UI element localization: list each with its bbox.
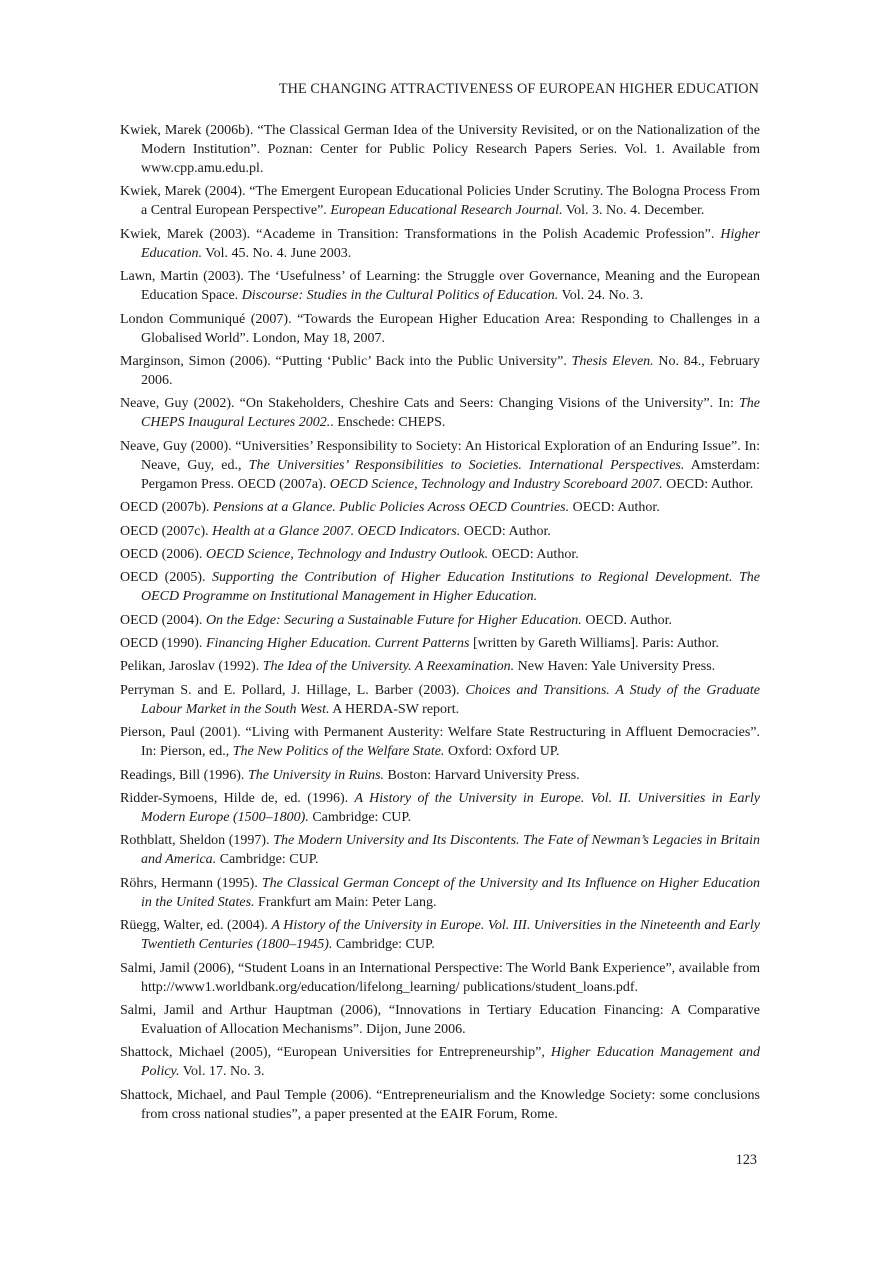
reference-item: Salmi, Jamil and Arthur Hauptman (2006), “Innovations in Tertiary Education Financing: A Comparative Evaluation of Allocation Mechanisms”. Dijon, June 2006. <box>120 1002 760 1037</box>
reference-item: OECD (2007b). Pensions at a Glance. Public Policies Across OECD Countries. OECD: Author. <box>120 500 660 516</box>
reference-item: Perryman S. and E. Pollard, J. Hillage, L. Barber (2003). Choices and Transitions. A Study of the Graduate Labour Market in the South West. A HERDA-SW report. <box>120 682 760 717</box>
reference-item: Rüegg, Walter, ed. (2004). A History of the University in Europe. Vol. III. Universities in the Nineteenth and Early Twentieth Centuries (1800–1945). Cambridge: CUP. <box>120 918 760 953</box>
reference-item: OECD (1990). Financing Higher Education. Current Patterns [written by Gareth Williams]. Paris: Author. <box>120 636 720 652</box>
reference-item: Lawn, Martin (2003). The ‘Usefulness’ of Learning: the Struggle over Governance, Meaning and the European Education Space. Discourse: Studies in the Cultural Politics of Education. Vol. 24. No. 3. <box>120 269 760 304</box>
reference-item: Rothblatt, Sheldon (1997). The Modern University and Its Discontents. The Fate of Newman’s Legacies in Britain and America. Cambridge: CUP. <box>120 833 761 868</box>
reference-item: Kwiek, Marek (2006b). “The Classical German Idea of the University Revisited, or on the Nationalization of the Modern Institution”. Poznan: Center for Public Policy Research Papers Series. Vol. 1. Available from www.cpp.amu.edu.pl. <box>120 123 760 176</box>
reference-item: Kwiek, Marek (2004). “The Emergent European Educational Policies Under Scrutiny. The Bologna Process From a Central European Perspective”. European Educational Research Journal. Vol. 3. No. 4. December. <box>120 184 760 219</box>
reference-item: Pelikan, Jaroslav (1992). The Idea of the University. A Reexamination. New Haven: Yale University Press. <box>120 659 716 675</box>
running-title: THE CHANGING ATTRACTIVENESS OF EUROPEAN HIGHER EDUCATION <box>278 81 759 97</box>
reference-item: Shattock, Michael (2005), “European Universities for Entrepreneurship”, Higher Education Management and Policy. Vol. 17. No. 3. <box>120 1045 760 1080</box>
reference-item: Ridder-Symoens, Hilde de, ed. (1996). A History of the University in Europe. Vol. II. Universities in Early Modern Europe (1500–1800). Cambridge: CUP. <box>120 791 760 826</box>
reference-item: Salmi, Jamil (2006), “Student Loans in an International Perspective: The World Bank Experience”, available from http://www1.worldbank.org/education/lifelong_learning/ publications/student_loans.pdf. <box>120 960 760 995</box>
reference-item: Kwiek, Marek (2003). “Academe in Transition: Transformations in the Polish Academic Profession”. Higher Education. Vol. 45. No. 4. June 2003. <box>120 226 760 261</box>
page-number: 123 <box>735 1152 757 1168</box>
reference-item: OECD (2006). OECD Science, Technology and Industry Outlook. OECD: Author. <box>120 546 579 562</box>
reference-item: Neave, Guy (2000). “Universities’ Responsibility to Society: An Historical Exploration of an Enduring Issue”. In: Neave, Guy, ed., The Universities’ Responsibilities to Societies. International Perspectives. Amsterdam: Pergamon Press. OECD (2007a). OECD Science, Technology and Industry Scoreboard 2007. OECD: Author. <box>120 438 760 492</box>
reference-item: OECD (2004). On the Edge: Securing a Sustainable Future for Higher Education. OECD. Author. <box>120 612 673 628</box>
reference-item: Röhrs, Hermann (1995). The Classical German Concept of the University and Its Influence on Higher Education in the United States. Frankfurt am Main: Peter Lang. <box>120 875 760 910</box>
reference-item: Readings, Bill (1996). The University in Ruins. Boston: Harvard University Press. <box>120 767 580 783</box>
reference-list <box>120 121 760 1128</box>
reference-item: London Communiqué (2007). “Towards the European Higher Education Area: Responding to Challenges in a Globalised World”. London, May 18, 2007. <box>120 311 760 346</box>
reference-item: Marginson, Simon (2006). “Putting ‘Public’ Back into the Public University”. Thesis Eleven. No. 84., February 2006. <box>120 353 761 388</box>
reference-item: Pierson, Paul (2001). “Living with Permanent Austerity: Welfare State Restructuring in Affluent Democracies”. In: Pierson, ed., The New Politics of the Welfare State. Oxford: Oxford UP. <box>120 725 760 760</box>
reference-item: OECD (2005). Supporting the Contribution of Higher Education Institutions to Regional Development. The OECD Programme on Institutional Management in Higher Education. <box>120 570 760 605</box>
reference-item: Neave, Guy (2002). “On Stakeholders, Cheshire Cats and Seers: Changing Visions of the University”. In: The CHEPS Inaugural Lectures 2002.. Enschede: CHEPS. <box>120 396 760 431</box>
reference-item: Shattock, Michael, and Paul Temple (2006). “Entrepreneurialism and the Knowledge Society: some conclusions from cross national studies”, a paper presented at the EAIR Forum, Rome. <box>120 1087 760 1122</box>
reference-item: OECD (2007c). Health at a Glance 2007. OECD Indicators. OECD: Author. <box>120 523 551 539</box>
